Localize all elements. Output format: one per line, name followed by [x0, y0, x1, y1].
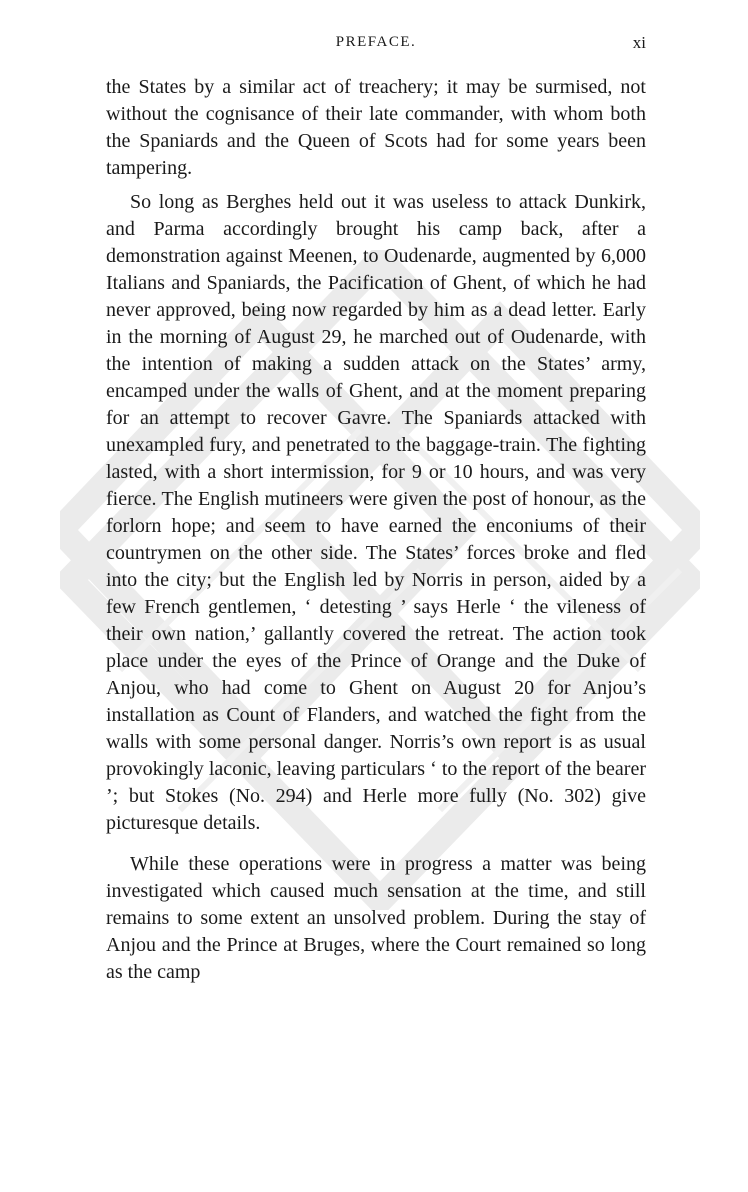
paragraph: While these operations were in progress a matter was being investigated which caused much sensation at the time, and still remains to some extent an unsolved problem. During the stay of Anjou and the Prince at Bruges, where the Court remained so long as the camp: [106, 853, 646, 983]
paragraph: So long as Berghes held out it was useless to attack Dunkirk, and Parma accordingly brought his camp back, after a demonstration against Meenen, to Oudenarde, augmented by 6,000 Italians and Spaniards, the Pacification of Ghent, of which he had never approved, being now regarded by him as a dead letter. Early in the morning of August 29, he marched out of Oudenarde, with the intention of making a sudden attack on the States’ army, encamped under the walls of Ghent, and at the moment preparing for an attempt to recover Gavre. The Spaniards attacked with unexampled fury, and penetrated to the baggage-train. The fighting lasted, with a short intermission, for 9 or 10 hours, and was very fierce. The English mutineers were given the post of honour, as the forlorn hope; and seem to have earned the enconiums of their countrymen on the other side. The States’ forces broke and fled into the city; but the English led by Norris in person, aided by a few French gentlemen, ‘ detesting ’ says Herle ‘ the vileness of their own nation,’ gallantly covered the retreat. The action took place under the eyes of the Prince of Orange and the Duke of Anjou, who had come to Ghent on August 20 for Anjou’s installation as Count of Flanders, and watched the fight from the walls with some personal danger. Norris’s own report is as usual provokingly laconic, leaving particulars ‘ to the report of the bearer ’; but Stokes (No. 294) and Herle more fully (No. 302) give picturesque details.: [106, 191, 646, 834]
paragraph: the States by a similar act of treachery; it may be surmised, not without the cognisance of their late commander, with whom both the Spaniards and the Queen of Scots had for some years been tampering.: [106, 76, 646, 179]
running-title: PREFACE.: [335, 34, 417, 50]
body-text: [106, 74, 646, 986]
running-head: [106, 34, 646, 58]
page-number: xi: [632, 33, 646, 52]
